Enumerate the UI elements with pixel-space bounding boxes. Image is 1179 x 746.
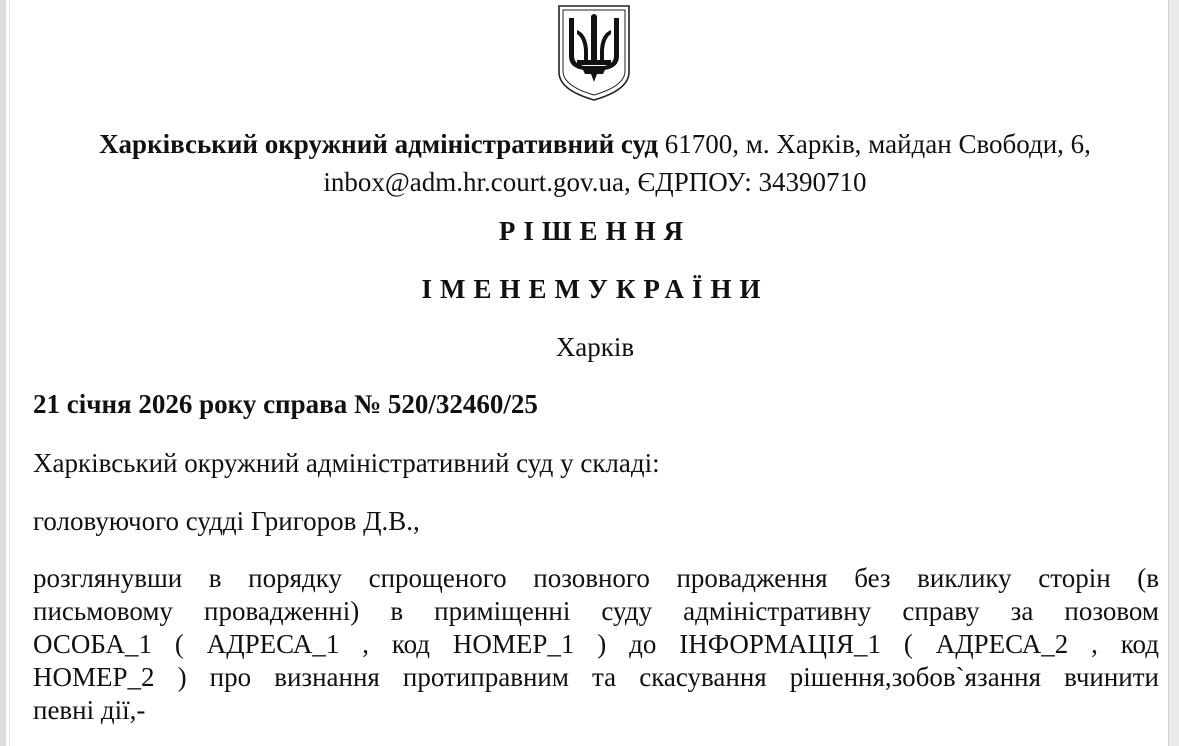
presiding-judge: головуючого судді Григоров Д.В., <box>33 506 420 536</box>
page-right-edge <box>1169 0 1179 746</box>
court-contacts: inbox@adm.hr.court.gov.ua, ЄДРПОУ: 34390710 <box>323 167 867 197</box>
court-name: Харківський окружний адміністративний суд <box>99 129 658 159</box>
page-left-border <box>9 0 10 746</box>
case-description-line: розглянувши в порядку спрощеного позовного провадження без виклику сторін (в <box>33 563 1159 593</box>
page-left-edge <box>0 0 6 746</box>
court-header <box>30 125 1160 201</box>
page-right-border <box>1168 0 1169 746</box>
court-header-line-1 <box>30 125 1160 163</box>
case-description <box>33 562 1159 727</box>
case-description-line: ОСОБА_1 ( АДРЕСА_1 , код НОМЕР_1 ) до ІНФОРМАЦІЯ_1 ( АДРЕСА_2 , код <box>33 629 1159 659</box>
city: Харків <box>555 332 635 362</box>
document-title: РІШЕННЯ <box>498 216 692 246</box>
case-line: 21 січня 2026 року справа № 520/32460/25 <box>33 389 538 419</box>
court-address: 61700, м. Харків, майдан Свободи, 6, <box>658 129 1091 159</box>
case-description-line: письмовому провадженні) в приміщенні суду адміністративну справу за позовом <box>33 596 1159 626</box>
document-subtitle: ІМЕНЕМУКРАЇНИ <box>421 274 769 304</box>
court-composition: Харківський окружний адміністративний суд у складі: <box>33 448 660 478</box>
case-description-line: НОМЕР_2 ) про визнання протиправним та скасування рішення,зобов`язання вчинити <box>33 662 1159 692</box>
case-description-line: певні дії,- <box>33 695 146 725</box>
trident-coat-of-arms-icon <box>557 4 631 102</box>
